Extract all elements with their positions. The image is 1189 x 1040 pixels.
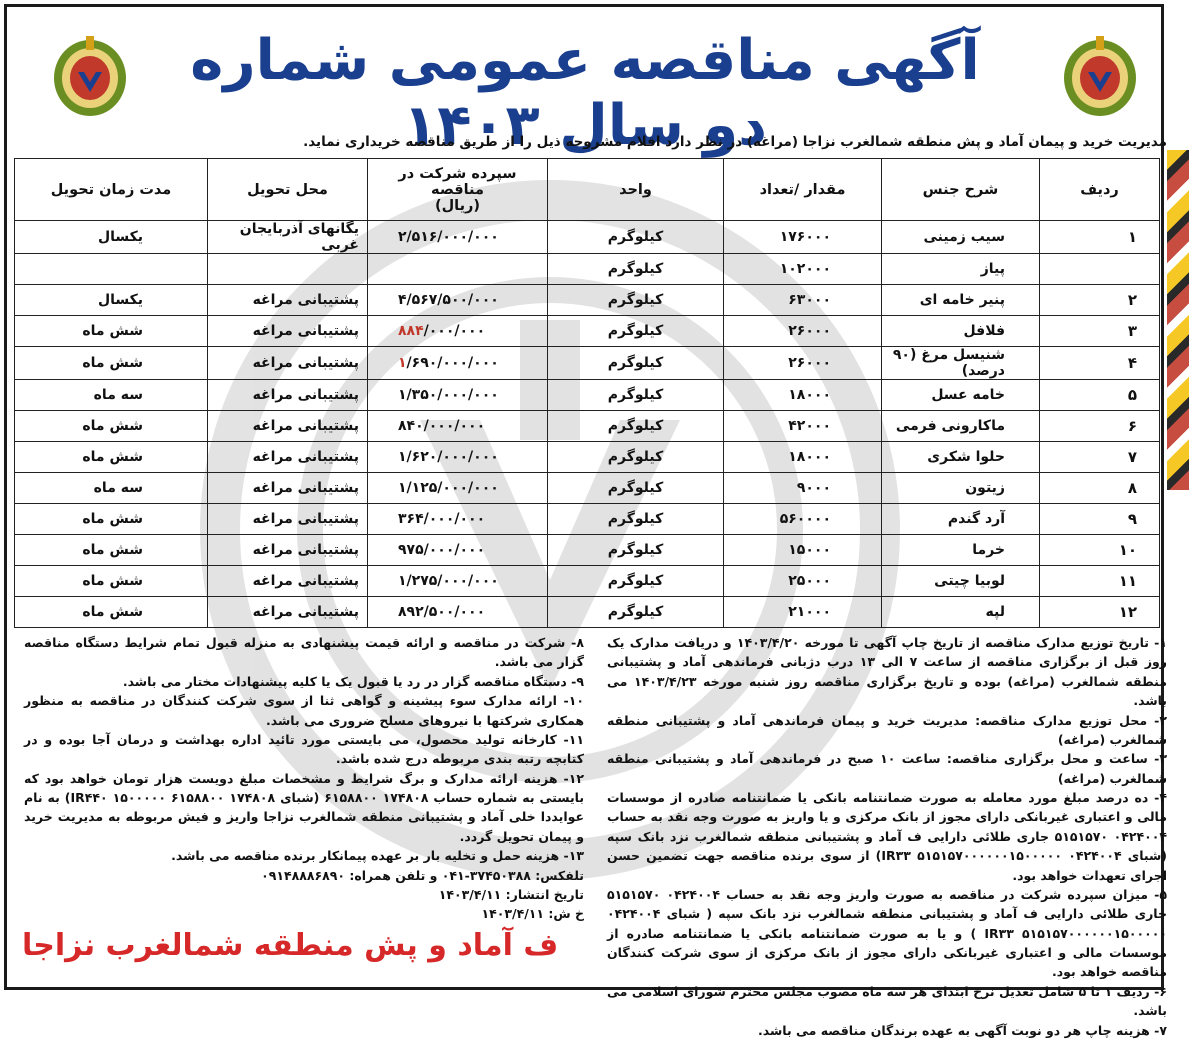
deposit-cell — [368, 347, 548, 380]
note-10: ۱۰- ارائه مدارک سوء پیشینه و گواهی ثنا از سوی شرکت کنندگان در مناقصه به منظور همکاری شرکتها با نیروهای مسلح ضروری می باشد. — [24, 693, 584, 728]
item-name-cell: فلافل — [882, 316, 1040, 347]
table-row — [15, 566, 1160, 597]
unit-cell: کیلوگرم — [548, 442, 724, 473]
delivery-place-cell: پشتیبانی مراغه — [208, 473, 368, 504]
deposit-cell: ۳۶۴/۰۰۰/۰۰۰ — [368, 504, 548, 535]
unit-cell: کیلوگرم — [548, 597, 724, 628]
amount-cell: ۵۶۰۰۰۰ — [724, 504, 882, 535]
note-1: ۱- تاریخ توزیع مدارک مناقصه از تاریخ چاپ آگهی تا مورخه ۱۴۰۳/۴/۲۰ و دریافت مدارک یک روز قبل از برگزاری مناقصه از ساعت ۷ الی ۱۳ درب دژبانی فرماندهی آماد و پشتیبانی منطقه شمالغرب (مراغه) بوده و تاریخ برگزاری مناقصه روز شنبه مورخه ۱۴۰۳/۴/۲۳ می باشد. — [607, 635, 1168, 709]
amount-cell: ۲۶۰۰۰ — [724, 316, 882, 347]
deposit-cell: ۱/۳۵۰/۰۰۰/۰۰۰ — [368, 380, 548, 411]
unit-cell: کیلوگرم — [548, 347, 724, 380]
item-name-cell: پنیر خامه ای — [882, 285, 1040, 316]
delivery-place-cell: پشتیبانی مراغه — [208, 566, 368, 597]
table-row — [15, 380, 1160, 411]
unit-cell: کیلوگرم — [548, 566, 724, 597]
amount-cell: ۲۵۰۰۰ — [724, 566, 882, 597]
amount-cell: ۲۶۰۰۰ — [724, 347, 882, 380]
item-name-cell: آرد گندم — [882, 504, 1040, 535]
header-amount: مقدار /تعداد — [724, 159, 882, 221]
item-name-cell: شنیسل مرغ (۹۰ درصد) — [882, 347, 1040, 380]
row-number-cell — [1040, 254, 1160, 285]
table-row — [15, 473, 1160, 504]
table-row — [15, 316, 1160, 347]
item-name-cell: خرما — [882, 535, 1040, 566]
table-row — [15, 597, 1160, 628]
item-name-cell: ماکارونی فرمی — [882, 411, 1040, 442]
unit-cell: کیلوگرم — [548, 473, 724, 504]
note-11: ۱۱- کارخانه تولید محصول، می بایستی مورد تائید اداره بهداشت و درمان آجا بوده و در کتابچه رتبه بندی مربوطه درج شده باشد. — [24, 731, 584, 767]
deposit-cell: ۴/۵۶۷/۵۰۰/۰۰۰ — [368, 285, 548, 316]
note-4: ۴- ده درصد مبلغ مورد معامله به صورت ضمانتنامه بانکی یا ضمانتنامه صادره از موسسات مالی و اعتباری غیربانکی دارای مجوز از بانک مرکزی و یا واریز به صورت وجه نقد به حساب ۰۴۲۴۰۰۴ ۵۱۵۱۵۷۰ جاری طلائی دارایی ف آماد و پشتیبانی منطقه شمالغرب نزد بانک سپه (شبای ۰۴۲۴۰۰۴ ۵۱۵۱۵۷۰۰۰۰۰۰۱۵۰۰۰۰۰ IR۳۳) از سوی برنده مناقصه جهت تضمین حسن اجرای تعهدات خواهد بود. — [607, 790, 1168, 883]
header-deposit-line1: سپرده شرکت در مناقصه — [398, 165, 517, 198]
unit-cell: کیلوگرم — [548, 316, 724, 347]
row-number-cell: ۱۰ — [1040, 535, 1160, 566]
table-row — [15, 504, 1160, 535]
note-8: ۸- شرکت در مناقصه و ارائه قیمت پیشنهادی به منزله قبول تمام شرایط دستگاه مناقصه گزار می باشد. — [24, 635, 584, 670]
delivery-place-cell: پشتیبانی مراغه — [208, 597, 368, 628]
row-number-cell: ۹ — [1040, 504, 1160, 535]
army-emblem-icon — [1058, 28, 1142, 120]
table-row — [15, 411, 1160, 442]
item-name-cell: خامه عسل — [882, 380, 1040, 411]
table-row — [15, 285, 1160, 316]
amount-cell: ۶۳۰۰۰ — [724, 285, 882, 316]
amount-cell: ۴۲۰۰۰ — [724, 411, 882, 442]
row-number-cell: ۱۲ — [1040, 597, 1160, 628]
note-2: ۲- محل توزیع مدارک مناقصه: مدیریت خرید و پیمان فرماندهی آماد و پشتیبانی منطقه شمالغرب (مراغه) — [607, 712, 1167, 747]
intro-text: مدیریت خرید و پیمان آماد و پش منطقه شمالغرب نزاجا (مراغه) در نظر دارد اقلام مشروحه ذیل را از طریق مناقصه خریداری نماید. — [303, 134, 1167, 150]
page-title: آگهی مناقصه عمومی شماره دو سال ۱۴۰۳ — [190, 28, 980, 158]
note-5: ۵- میزان سپرده شرکت در مناقصه به صورت واریز وجه نقد به حساب ۰۴۲۴۰۰۴ ۵۱۵۱۵۷۰ جاری طلائی دارایی ف آماد و پشتیبانی منطقه شمالغرب نزد بانک سپه ( شبای ۰۴۲۴۰۰۴ ۵۱۵۱۵۷۰۰۰۰۰۰۱۵۰۰۰۰۰ IR۳۳ ) و یا به صورت ضمانتنامه بانکی یا ضمانتنامه صادره از موسسات مالی و اعتباری غیربانکی دارای مجوز از بانک مرکزی از سوی شرکت کنندگان مناقصه خواهد بود. — [607, 886, 1167, 980]
item-name-cell: لوبیا چیتی — [882, 566, 1040, 597]
publish-date: تاریخ انتشار: ۱۴۰۳/۴/۱۱ — [438, 886, 584, 902]
deposit-cell: ۸۴۰/۰۰۰/۰۰۰ — [368, 411, 548, 442]
table-row — [15, 254, 1160, 285]
delivery-duration-cell — [15, 254, 208, 285]
row-number-cell: ۷ — [1040, 442, 1160, 473]
note-7: ۷- هزینه چاپ هر دو نوبت آگهی به عهده برندگان مناقصه می باشد. — [757, 1022, 1167, 1038]
deposit-cell — [368, 316, 548, 347]
deposit-cell: ۲/۵۱۶/۰۰۰/۰۰۰ — [368, 221, 548, 254]
delivery-place-cell: پشتیبانی مراغه — [208, 504, 368, 535]
delivery-place-cell: یگانهای آذربایجان غربی — [208, 221, 368, 254]
deposit-cell: ۱/۲۷۵/۰۰۰/۰۰۰ — [368, 566, 548, 597]
note-6: ۶- ردیف ۱ تا ۵ شامل تعدیل نرخ ابتدای هر سه ماه مصوب مجلس محترم شورای اسلامی می باشد. — [607, 983, 1168, 1019]
table-header-row — [15, 159, 1160, 221]
delivery-place-cell: پشتیبانی مراغه — [208, 380, 368, 411]
amount-cell: ۹۰۰۰ — [724, 473, 882, 504]
delivery-duration-cell: سه ماه — [15, 473, 208, 504]
item-name-cell: پیاز — [882, 254, 1040, 285]
header-unit: واحد — [548, 159, 724, 221]
row-number-cell: ۸ — [1040, 473, 1160, 504]
row-number-cell: ۳ — [1040, 316, 1160, 347]
row-number-cell: ۱۱ — [1040, 566, 1160, 597]
deposit-remainder: /۶۹۰/۰۰۰/۰۰۰ — [406, 355, 499, 371]
delivery-duration-cell: سه ماه — [15, 380, 208, 411]
row-number-cell: ۶ — [1040, 411, 1160, 442]
delivery-place-cell: پشتیبانی مراغه — [208, 442, 368, 473]
delivery-duration-cell: شش ماه — [15, 535, 208, 566]
unit-cell: کیلوگرم — [548, 285, 724, 316]
delivery-place-cell: پشتیبانی مراغه — [208, 535, 368, 566]
delivery-place-cell: پشتیبانی مراغه — [208, 285, 368, 316]
unit-cell: کیلوگرم — [548, 254, 724, 285]
delivery-duration-cell: شش ماه — [15, 316, 208, 347]
amount-cell: ۱۰۲۰۰۰ — [724, 254, 882, 285]
delivery-duration-cell: یکسال — [15, 221, 208, 254]
header-row-number: ردیف — [1040, 159, 1160, 221]
deposit-cell: ۹۷۵/۰۰۰/۰۰۰ — [368, 535, 548, 566]
table-row — [15, 221, 1160, 254]
note-9: ۹- دستگاه مناقصه گزار در رد یا قبول یک یا کلیه پیشنهادات مختار می باشد. — [122, 673, 584, 689]
delivery-duration-cell: شش ماه — [15, 504, 208, 535]
row-number-cell: ۲ — [1040, 285, 1160, 316]
row-number-cell: ۱ — [1040, 221, 1160, 254]
header-deposit — [368, 159, 548, 221]
army-emblem-icon — [48, 28, 132, 120]
delivery-place-cell: پشتیبانی مراغه — [208, 411, 368, 442]
deposit-cell — [368, 254, 548, 285]
row-number-cell: ۴ — [1040, 347, 1160, 380]
delivery-duration-cell: یکسال — [15, 285, 208, 316]
unit-cell: کیلوگرم — [548, 411, 724, 442]
delivery-duration-cell: شش ماه — [15, 347, 208, 380]
notes-right-column — [607, 633, 1167, 1040]
delivery-place-cell: پشتیبانی مراغه — [208, 316, 368, 347]
deposit-remainder: /۰۰۰/۰۰۰ — [423, 323, 486, 339]
item-name-cell: لپه — [882, 597, 1040, 628]
notes-left-column — [24, 633, 584, 924]
item-name-cell: زیتون — [882, 473, 1040, 504]
row-number-cell: ۵ — [1040, 380, 1160, 411]
note-13: ۱۳- هزینه حمل و تخلیه بار بر عهده پیمانکار برنده مناقصه می باشد. — [171, 848, 584, 864]
amount-cell: ۱۸۰۰۰ — [724, 442, 882, 473]
unit-cell: کیلوگرم — [548, 504, 724, 535]
unit-cell: کیلوگرم — [548, 535, 724, 566]
delivery-duration-cell: شش ماه — [15, 597, 208, 628]
table-row — [15, 347, 1160, 380]
note-12: ۱۲- هزینه ارائه مدارک و برگ شرایط و مشخصات مبلغ دویست هزار تومان خواهد بود که بایستی به شماره حساب ۱۷۴۸۰۸ ۶۱۵۸۸۰۰ (شبای ۱۷۴۸۰۸ ۶۱۵۸۸۰۰ ۱۵۰۰۰۰۰ IR۴۴۰) به نام عوایددا خلی آماد و پشتیبانی منطقه شمالغرب نزاجا واریز و فیش مربوطه به مدیریت خرید و پیمان تحویل گردد. — [24, 770, 585, 844]
delivery-place-cell — [208, 254, 368, 285]
deposit-cell: ۱/۱۲۵/۰۰۰/۰۰۰ — [368, 473, 548, 504]
table-row — [15, 535, 1160, 566]
deposit-highlight: ۸۸۴ — [398, 323, 424, 339]
footer-signature: ف آماد و پش منطقه شمالغرب نزاجا — [22, 928, 559, 963]
deposit-cell: ۱/۶۲۰/۰۰۰/۰۰۰ — [368, 442, 548, 473]
item-name-cell: حلوا شکری — [882, 442, 1040, 473]
delivery-place-cell: پشتیبانی مراغه — [208, 347, 368, 380]
decorative-stripe — [1167, 150, 1189, 490]
item-name-cell: سیب زمینی — [882, 221, 1040, 254]
header-delivery-place: محل تحویل — [208, 159, 368, 221]
deposit-cell: ۸۹۲/۵۰۰/۰۰۰ — [368, 597, 548, 628]
header-delivery-duration: مدت زمان تحویل — [15, 159, 208, 221]
delivery-duration-cell: شش ماه — [15, 442, 208, 473]
contact-phone: تلفکس: ۳۷۴۵۰۳۸۸-۰۴۱ و تلفن همراه: ۰۹۱۴۸۸۸۶۸۹۰ — [261, 867, 584, 883]
delivery-duration-cell: شش ماه — [15, 411, 208, 442]
items-table — [14, 158, 1160, 628]
amount-cell: ۱۸۰۰۰ — [724, 380, 882, 411]
unit-cell: کیلوگرم — [548, 221, 724, 254]
header-deposit-line2: (ریال) — [434, 197, 481, 214]
unit-cell: کیلوگرم — [548, 380, 724, 411]
reference-code: خ ش: ۱۴۰۳/۴/۱۱ — [481, 906, 584, 922]
amount-cell: ۲۱۰۰۰ — [724, 597, 882, 628]
delivery-duration-cell: شش ماه — [15, 566, 208, 597]
note-3: ۳- ساعت و محل برگزاری مناقصه: ساعت ۱۰ صبح در فرماندهی آماد و پشتیبانی منطقه شمالغرب (مراغه) — [607, 751, 1167, 786]
deposit-highlight: ۱ — [398, 355, 407, 371]
amount-cell: ۱۵۰۰۰ — [724, 535, 882, 566]
table-row — [15, 442, 1160, 473]
amount-cell: ۱۷۶۰۰۰ — [724, 221, 882, 254]
header-item-name: شرح جنس — [882, 159, 1040, 221]
